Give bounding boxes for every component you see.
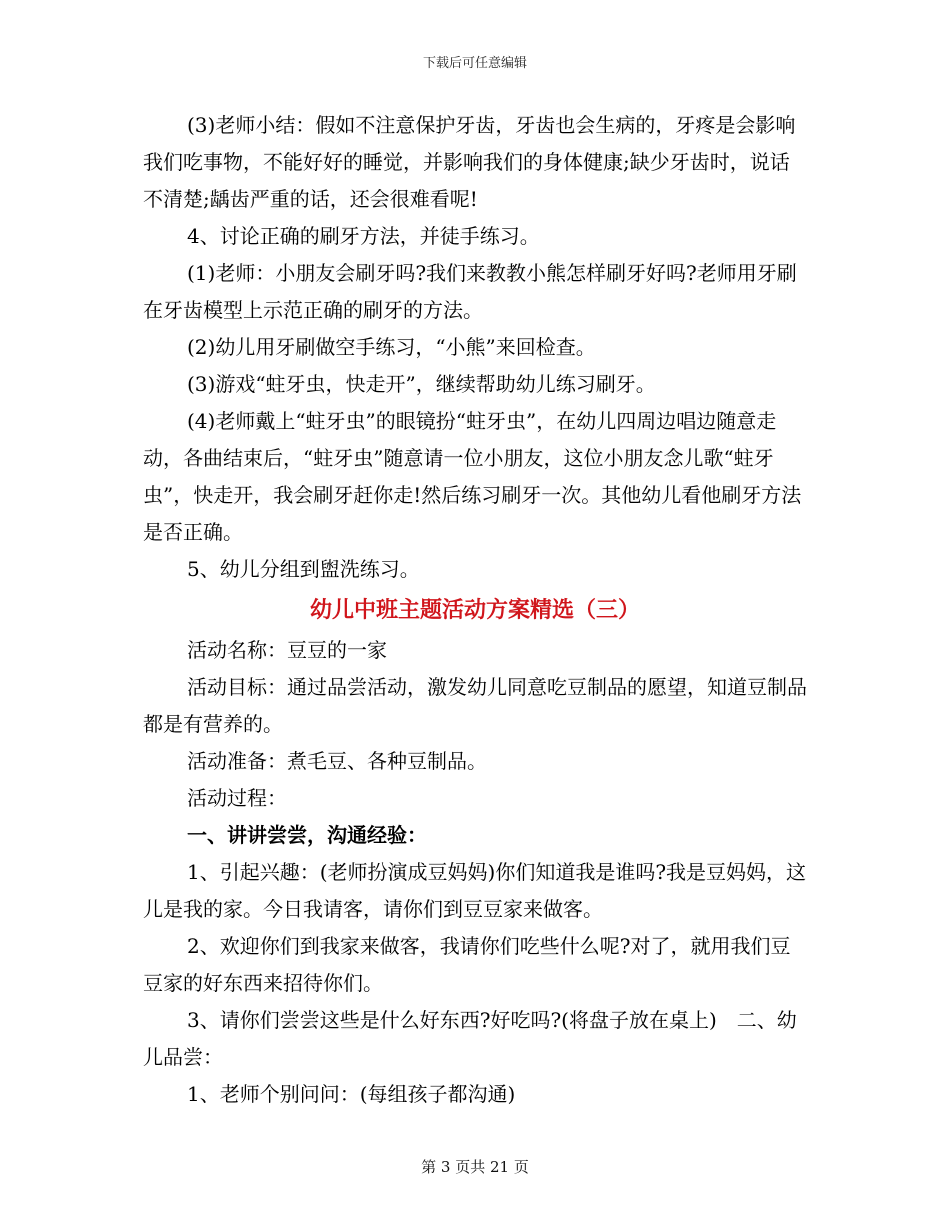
- subheading-share-experience: 一、讲讲尝尝，沟通经验：: [187, 823, 427, 847]
- paragraph-teacher-summary: (3)老师小结：假如不注意保护牙齿，牙齿也会生病的，牙疼是会影响我们吃事物，不能好好的睡觉，并影响我们的身体健康;缺少牙齿时，说话不清楚;龋齿严重的话，还会很难看呢!: [143, 113, 796, 211]
- page-header: 下载后可任意编辑: [422, 56, 527, 71]
- paragraph-step-4-1: (1)老师：小朋友会刷牙吗?我们来教教小熊怎样刷牙好吗?老师用牙刷在牙齿模型上示范正确的刷牙的方法。: [143, 261, 797, 322]
- paragraph-item-2: 2、欢迎你们到我家来做客，我请你们吃些什么呢?对了，就用我们豆豆家的好东西来招待你们。: [143, 934, 791, 995]
- document-body: [143, 107, 807, 1113]
- paragraph-step-4-3: (3)游戏“蛀牙虫，快走开”，继续帮助幼儿练习刷牙。: [187, 372, 656, 396]
- paragraph-item-1: 1、引起兴趣：(老师扮演成豆妈妈)你们知道我是谁吗?我是豆妈妈，这儿是我的家。今日我请客，请你们到豆豆家来做客。: [143, 860, 807, 921]
- paragraph-activity-goal: 活动目标：通过品尝活动，激发幼儿同意吃豆制品的愿望，知道豆制品都是有营养的。: [143, 675, 807, 736]
- paragraph-step-5: 5、幼儿分组到盥洗练习。: [187, 557, 420, 581]
- paragraph-activity-prep: 活动准备：煮毛豆、各种豆制品。: [187, 749, 487, 773]
- paragraph-activity-process: 活动过程：: [187, 786, 287, 810]
- paragraph-activity-name: 活动名称：豆豆的一家: [187, 638, 387, 662]
- paragraph-step-4: 4、讨论正确的刷牙方法，并徒手练习。: [187, 224, 540, 248]
- paragraph-tasting-1: 1、老师个别问问：(每组孩子都沟通): [187, 1082, 516, 1106]
- page-footer: 第 3 页共 21 页: [421, 1158, 529, 1176]
- paragraph-item-3: 3、请你们尝尝这些是什么好东西?好吃吗?(将盘子放在桌上) 二、幼儿品尝：: [143, 1008, 797, 1069]
- section-title: 幼儿中班主题活动方案精选（三）: [309, 597, 640, 623]
- paragraph-step-4-4: (4)老师戴上“蛀牙虫”的眼镜扮“蛀牙虫”，在幼儿四周边唱边随意走动，各曲结束后，“蛀牙虫”随意请一位小朋友，这位小朋友念儿歌“蛀牙虫”，快走开，我会刷牙赶你走!然后练习刷牙一次。其他幼儿看他刷牙方法是否正确。: [143, 409, 802, 544]
- paragraph-step-4-2: (2)幼儿用牙刷做空手练习，“小熊”来回检查。: [187, 335, 596, 359]
